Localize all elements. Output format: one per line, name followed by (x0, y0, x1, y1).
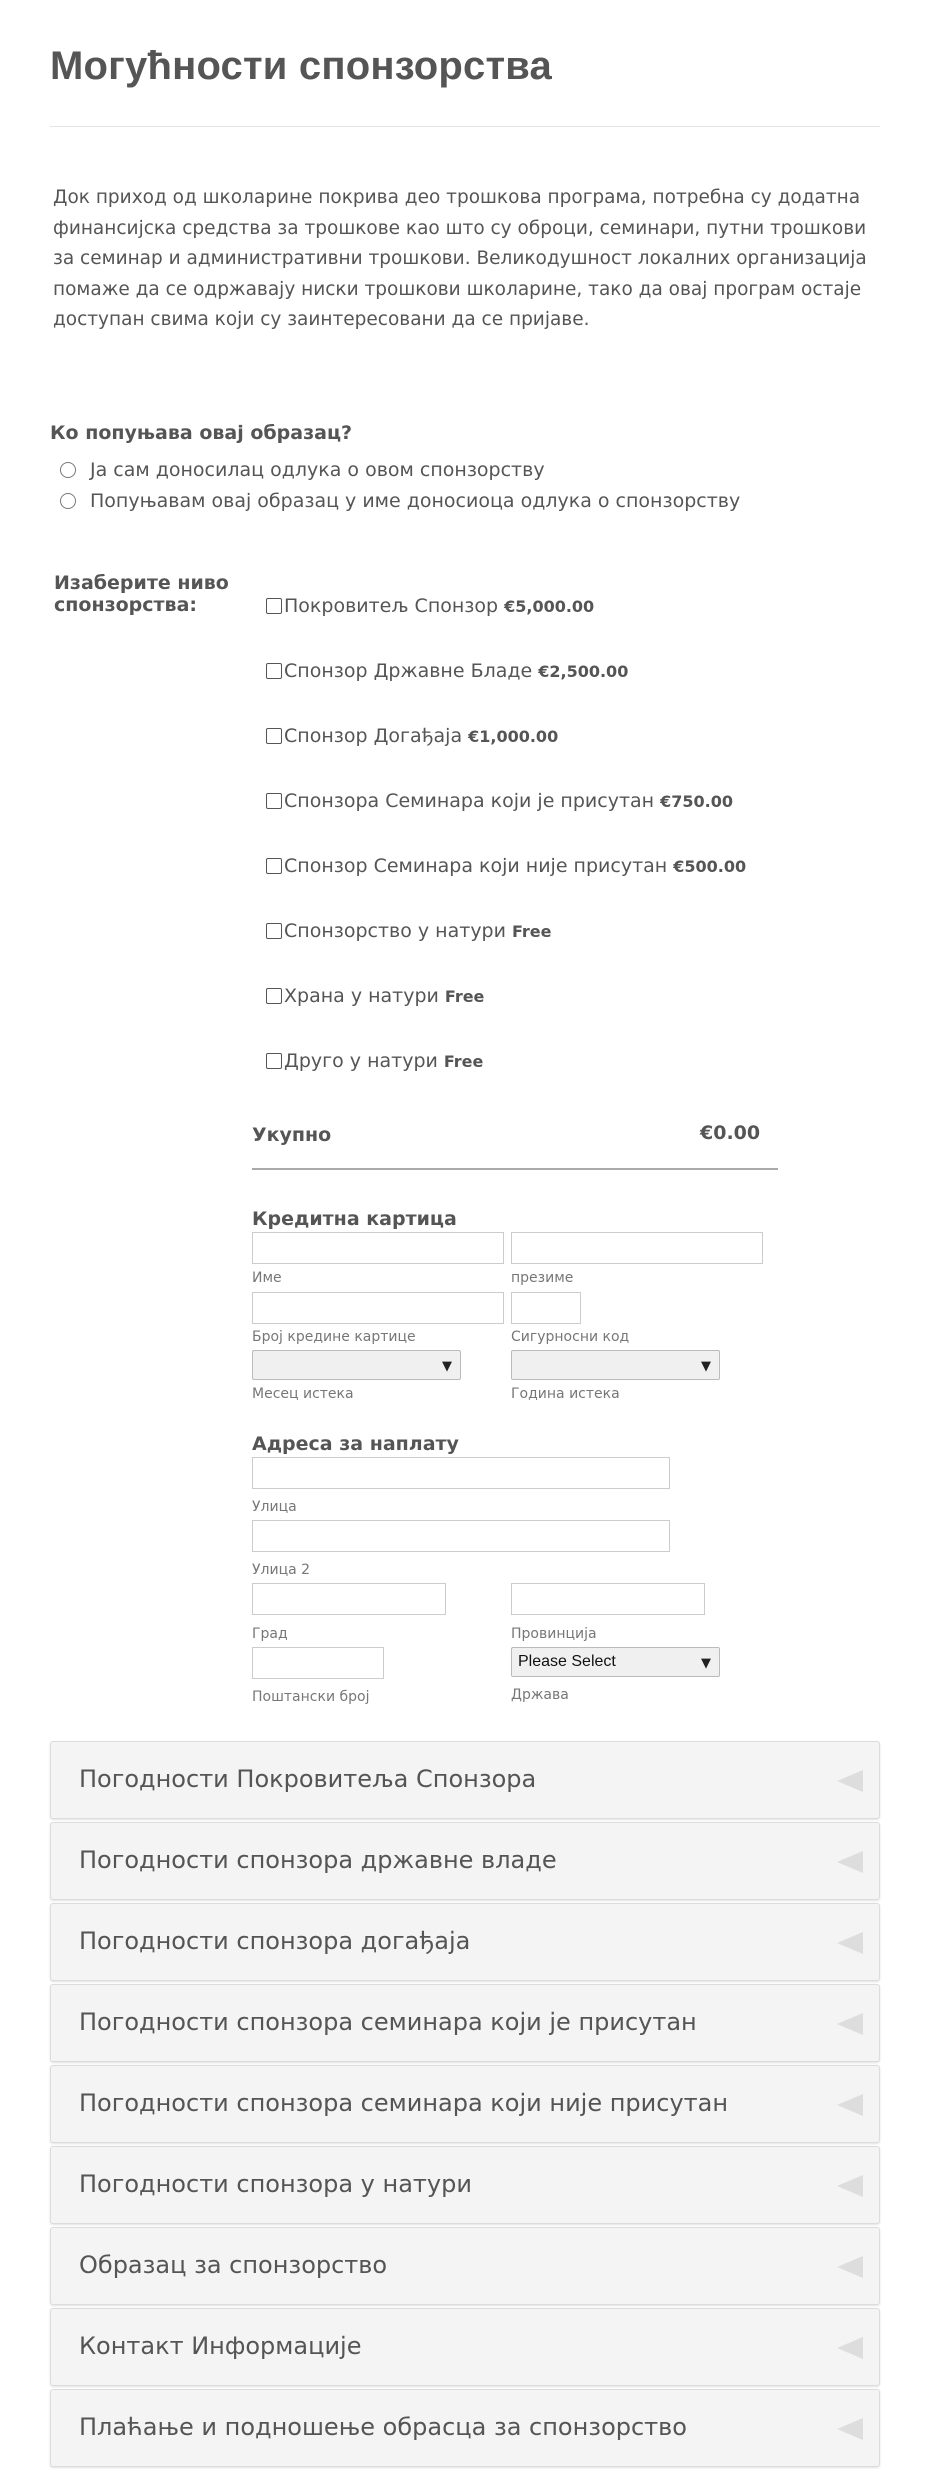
radio-label: Ја сам доносилац одлука о овом спонзорству (90, 459, 545, 481)
checkbox[interactable] (266, 923, 282, 939)
level-option[interactable] (266, 595, 594, 617)
checkbox[interactable] (266, 598, 282, 614)
accordion-title: Погодности спонзора семинара који није присутан (79, 2089, 729, 2117)
level-option[interactable] (266, 985, 484, 1007)
city-input[interactable] (252, 1583, 446, 1615)
city-sublabel: Град (252, 1626, 288, 1642)
chevron-down-icon: ▼ (701, 1359, 711, 1374)
intro-text: Док приход од школарине покрива део трошкова програма, потребна су додатна финансијска средства за трошкове као што су оброци, семинари, путни трошкови за семинар и административни трошкови. Великодушност локалних организација помаже да се одржавају ниски трошкови школарине, тако да овај програм остаје доступан свима који су заинтересовани да се пријаве. (53, 187, 867, 330)
triangle-left-icon (837, 2337, 863, 2359)
accordion-title: Погодности спонзора државне владе (79, 1846, 557, 1874)
street-input[interactable] (252, 1457, 670, 1489)
level-price: Free (511, 921, 552, 941)
level-name: Спонзорство у натури (284, 920, 506, 942)
level-name: Друго у натури (284, 1050, 438, 1072)
street2-input[interactable] (252, 1520, 670, 1552)
country-select[interactable] (511, 1647, 720, 1677)
accordion-item[interactable] (50, 2389, 880, 2467)
accordion-title: Погодности спонзора догађаја (79, 1927, 471, 1955)
radio-button[interactable] (60, 493, 76, 509)
last-name-sublabel: презиме (511, 1270, 574, 1286)
level-price: €2,500.00 (538, 661, 629, 681)
who-option-on-behalf[interactable] (60, 490, 740, 512)
level-option[interactable] (266, 660, 628, 682)
checkbox[interactable] (266, 1053, 282, 1069)
triangle-left-icon (837, 1932, 863, 1954)
checkbox[interactable] (266, 793, 282, 809)
level-name: Спонзор Државне Бладе (284, 660, 533, 682)
chevron-down-icon: ▼ (442, 1359, 452, 1374)
triangle-left-icon (837, 1851, 863, 1873)
accordion-item[interactable] (50, 1984, 880, 2062)
accordion-item[interactable] (50, 1822, 880, 1900)
billing-heading: Адреса за наплату (252, 1433, 459, 1455)
who-fills-label: Ко попуњава овај образац? (50, 422, 353, 444)
accordion-item[interactable] (50, 1741, 880, 1819)
country-sublabel: Држава (511, 1687, 569, 1703)
accordion-item[interactable] (50, 2308, 880, 2386)
accordion-title: Образац за спонзорство (79, 2251, 388, 2279)
triangle-left-icon (837, 2175, 863, 2197)
level-price: Free (443, 1051, 484, 1071)
credit-card-heading: Кредитна картица (252, 1208, 457, 1230)
triangle-left-icon (837, 2418, 863, 2440)
level-price: Free (444, 986, 485, 1006)
level-option[interactable] (266, 920, 551, 942)
triangle-left-icon (837, 2256, 863, 2278)
postal-sublabel: Поштански број (252, 1689, 370, 1705)
card-number-sublabel: Број кредине картице (252, 1329, 416, 1345)
level-option[interactable] (266, 725, 558, 747)
level-option[interactable] (266, 790, 733, 812)
accordion-title: Погодности спонзора семинара који је присутан (79, 2008, 697, 2036)
level-option[interactable] (266, 855, 746, 877)
level-option[interactable] (266, 1050, 483, 1072)
page-title: Могућности спонзорства (50, 44, 552, 88)
security-code-input[interactable] (511, 1292, 581, 1324)
postal-input[interactable] (252, 1647, 384, 1679)
level-name: Покровитељ Спонзор (284, 595, 499, 617)
chevron-down-icon: ▼ (701, 1656, 711, 1671)
first-name-sublabel: Име (252, 1270, 282, 1286)
accordion-title: Погодности спонзора у натури (79, 2170, 472, 2198)
level-name: Спонзор Семинара који није присутан (284, 855, 668, 877)
accordion-item[interactable] (50, 2227, 880, 2305)
accordion-title: Плаћање и подношење обрасца за спонзорство (79, 2413, 687, 2441)
total-value: €0.00 (700, 1122, 761, 1144)
radio-label: Попуњавам овај образац у име доносиоца одлука о спонзорству (90, 490, 741, 512)
level-name: Спонзор Догађаја (284, 725, 463, 747)
who-option-decision-maker[interactable] (60, 459, 545, 481)
country-selected: Please Select (518, 1653, 616, 1670)
total-divider (252, 1168, 778, 1170)
exp-month-sublabel: Месец истека (252, 1386, 354, 1402)
sponsorship-level-label: Изаберите ниво спонзорства: (54, 572, 229, 616)
level-price: €500.00 (673, 856, 747, 876)
level-price: €5,000.00 (504, 596, 595, 616)
accordion-item[interactable] (50, 2146, 880, 2224)
checkbox[interactable] (266, 663, 282, 679)
last-name-input[interactable] (511, 1232, 763, 1264)
security-code-sublabel: Сигурносни код (511, 1329, 630, 1345)
exp-year-select[interactable] (511, 1350, 720, 1380)
level-price: €1,000.00 (468, 726, 559, 746)
radio-button[interactable] (60, 462, 76, 478)
province-input[interactable] (511, 1583, 705, 1615)
checkbox[interactable] (266, 858, 282, 874)
level-name: Храна у натури (284, 985, 439, 1007)
triangle-left-icon (837, 1770, 863, 1792)
checkbox[interactable] (266, 988, 282, 1004)
street-sublabel: Улица (252, 1499, 297, 1515)
triangle-left-icon (837, 2094, 863, 2116)
level-price: €750.00 (660, 791, 733, 811)
triangle-left-icon (837, 2013, 863, 2035)
province-sublabel: Провинција (511, 1626, 597, 1642)
first-name-input[interactable] (252, 1232, 504, 1264)
accordion-item[interactable] (50, 2065, 880, 2143)
accordion-title: Погодности Покровитеља Спонзора (79, 1765, 537, 1793)
exp-month-select[interactable] (252, 1350, 461, 1380)
total-label: Укупно (252, 1124, 332, 1146)
title-divider (50, 126, 880, 127)
level-name: Спонзора Семинара који је присутан (284, 790, 655, 812)
exp-year-sublabel: Година истека (511, 1386, 620, 1402)
accordion-item[interactable] (50, 1903, 880, 1981)
checkbox[interactable] (266, 728, 282, 744)
street2-sublabel: Улица 2 (252, 1562, 311, 1578)
accordion-title: Контакт Информације (79, 2332, 362, 2360)
card-number-input[interactable] (252, 1292, 504, 1324)
